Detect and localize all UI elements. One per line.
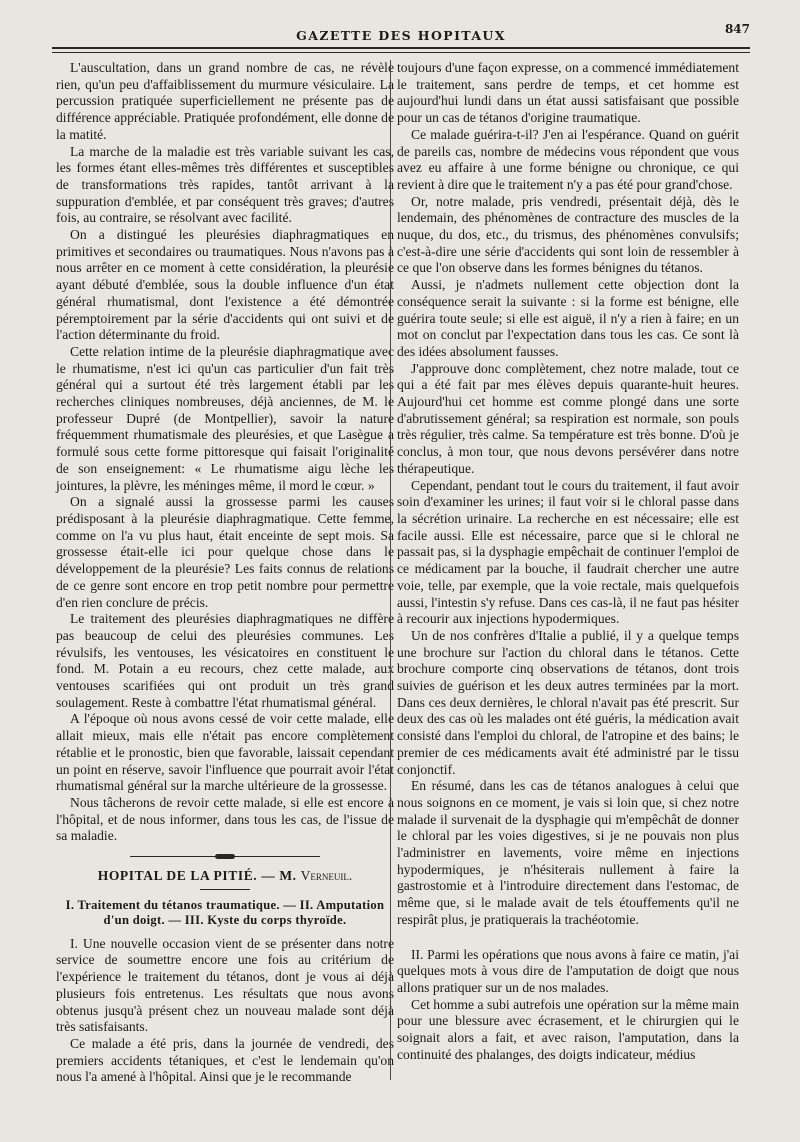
paragraph: La marche de la maladie est très variable suivant les cas, les formes étant elles-mêmes très différentes et susceptibles de transformations très rapides, tantôt arrivant à la suppuration d'emblée, et par conséquent très graves; d'autres fois, au contraire, se résolvant avec facilité.: [56, 143, 394, 226]
paragraph: I. Une nouvelle occasion vient de se présenter dans notre service de soumettre encore une fois au critérium de l'expérience le traitement du tétanos, dont je vous ai déjà plusieurs fois entretenus. Les résultats que nous avons obtenus jusqu'à présent chez un nouveau malade sont déjà très satisfaisants.: [56, 935, 394, 1035]
paragraph: II. Parmi les opérations que nous avons à faire ce matin, j'ai quelques mots à vous dire de l'amputation de doigt que nous allons pratiquer sur un de nos malades.: [397, 946, 739, 995]
paragraph: Le traitement des pleurésies diaphragmatiques ne diffère pas beaucoup de celui des pleurésies communes. Les révulsifs, les ventouses, les vésicatoires en constituent le fond. M. Potain a eu recours, chez cette malade, aux ventouses scarifiées qui ont produit un très grand soulagement. Reste à combattre l'état rhumatismal général.: [56, 611, 394, 710]
paragraph: Nous tâcherons de revoir cette malade, si elle est encore à l'hôpital, et de nous informer, dans tous les cas, de l'issue de sa maladie.: [56, 794, 394, 844]
paragraph: On a signalé aussi la grossesse parmi les causes prédisposant à la pleurésie diaphragmatique. Cette femme, comme on l'a vu plus haut, était enceinte de sept mois. Sa grossesse était-elle ici pour quelque chose dans le développement de la pleurésie? Les faits connus de relations de ce genre sont encore en trop petit nombre pour permettre d'en rien conclure de précis.: [56, 494, 394, 610]
column-separator: [390, 60, 391, 1080]
paragraph: Cependant, pendant tout le cours du traitement, il faut avoir soin d'examiner les urines; il faut voir si le chloral passe dans la sécrétion urinaire. La recherche en est nécessaire; elle est facile aussi. Elle est nécessaire, parce que si le chloral ne passait pas, si la dysphagie empêchait de continuer l'emploi de ce médicament par la bouche, il faudrait chercher une autre voie, telle, par exemple, que la voie rectale, mais quelquefois aussi, l'intestin s'y refuse. Dans ces cas-là, il ne faut pas hésiter à recourir aux injections hypodermiques.: [397, 477, 739, 627]
header-rule-thin: [52, 52, 750, 53]
paragraph: Un de nos confrères d'Italie a publié, il y a quelque temps une brochure sur l'action du chloral dans le tétanos. Cette brochure comporte cinq observations de tétanos, dont trois suivies de guérison et les deux autres terminées par la mort. Dans ces deux dernières, le chloral n'avait pas été prescrit. Sur deux des cas où les malades ont été guéris, la médication avait consisté dans l'emploi du chloral, de l'atropine et des bains; le premier de ces médicaments avait été administré par le tissu conjonctif.: [397, 627, 739, 777]
paragraph: J'approuve donc complètement, chez notre malade, tout ce qui a été fait par mes élèves depuis quarante-huit heures. Aujourd'hui cet homme est comme plongé dans une sorte d'abrutissement général; sa respiration est normale, son pouls très régulier, très calme. Sa température est très bonne. D'où je conclus, à mon tour, que nous devons persévérer dans notre thérapeutique.: [397, 360, 739, 476]
paragraph: toujours d'une façon expresse, on a commencé immédiatement le traitement, sans perdre de temps, et cet homme est aujourd'hui lundi dans un état aussi satisfaisant que possible pour un cas de tétanos d'origine traumatique.: [397, 60, 739, 126]
paragraph: L'auscultation, dans un grand nombre de cas, ne révèle rien, qu'un peu d'affaiblissement du murmure vésiculaire. La percussion pratiquée superficiellement ne présente pas de différence appréciable. Pratiquée profondément, elle donne de la matité.: [56, 60, 394, 142]
left-column: [56, 60, 394, 1086]
paragraph: On a distingué les pleurésies diaphragmatiques en primitives et secondaires ou traumatiques. Nous n'avons pas à nous arrêter en ce moment à cette considération, la pleurésie ayant débuté d'emblée, sous la double influence d'un état général rhumatismal, dont l'existence a été démontrée péremptoirement par la série d'accidents qui ont suivi et de l'action déterminante du froid.: [56, 227, 394, 343]
paragraph: Ce malade a été pris, dans la journée de vendredi, des premiers accidents tétaniques, et c'est le lendemain qu'on nous l'a amené à l'hôpital. Ainsi que je le recommande: [56, 1035, 394, 1085]
right-column: [397, 60, 739, 1063]
short-rule: [200, 889, 250, 890]
page-title: GAZETTE DES HOPITAUX: [296, 28, 506, 43]
section-heading-text: HOPITAL DE LA PITIÉ. — M.: [97, 868, 297, 884]
section-divider: [130, 854, 320, 860]
paragraph: En résumé, dans les cas de tétanos analogues à celui que nous soignons en ce moment, je vais si loin que, si chez notre malade il survenait de la dysphagie qui m'empêchât de donner le chloral par les voies digestives, si je ne pouvais non plus l'administrer en lavements, voire même en injections hypodermiques, je n'hésiterais nullement à faire la gastrostomie et à l'introduire directement dans l'estomac, de même que, si le malade avait de tels étouffements qu'il ne respirât plus, je pratiquerais la trachéotomie.: [397, 778, 739, 927]
paragraph: Or, notre malade, pris vendredi, présentait déjà, dès le lendemain, des phénomènes de contracture des muscles de la nuque, du dos, etc., du trismus, des phénomènes convulsifs; c'est-à-dire une série d'accidents qui sont loin de ressembler à ce que l'on observe dans les formes bénignes du tétanos.: [397, 193, 739, 276]
paragraph: Aussi, je n'admets nullement cette objection dont la conséquence serait la suivante : si la forme est bénigne, elle guérira toute seule; si elle est aiguë, il n'y a rien à faire; en un mot on conclut par l'expectation dans tous les cas. Ce sont là des idées absolument fausses.: [397, 277, 739, 359]
paragraph: Cet homme a subi autrefois une opération sur la même main pour une blessure avec écrasement, et le chirurgien qui le soignait alors a fait, et avec raison, l'amputation, dans la continuité des phalanges, des doigts indicateur, médius: [397, 996, 739, 1062]
lecture-summary: I. Traitement du tétanos traumatique. — II. Amputation d'un doigt. — III. Kyste du corps thyroïde.: [65, 897, 385, 927]
page-number: 847: [724, 22, 750, 36]
paragraph: Cette relation intime de la pleurésie diaphragmatique avec le rhumatisme, n'est ici qu'un cas particulier d'un fait très général qui a surtout été très largement établi par les recherches cliniques nombreuses, déjà anciennes, de M. le professeur Dupré (de Montpellier), savoir la nature fréquemment rhumatismale des pleurésies, et que Lasègue a formulé sous cette forme pittoresque qui faisait l'originalité de son enseignement: « Le rhumatisme aigu lèche les jointures, la plèvre, les méninges même, il mord le cœur. »: [56, 343, 394, 493]
section-author: Verneuil.: [300, 868, 353, 884]
section-heading: [56, 868, 394, 885]
paragraph: A l'époque où nous avons cessé de voir cette malade, elle allait mieux, mais elle n'était pas encore complètement rétablie et le pronostic, bien que favorable, laissait cependant un point en réserve, savoir l'influence que pourrait avoir l'état rhumatismal général sur la marche ultérieure de la grossesse.: [56, 711, 394, 794]
header-rule: [52, 47, 750, 49]
paragraph: Ce malade guérira-t-il? J'en ai l'espérance. Quand on guérit de pareils cas, nombre de médecins vous répondent que vous avez eu affaire à une forme bénigne ou chronique, ce qui revient à dire que le traitement n'y a pas été pour grand'chose.: [397, 126, 739, 192]
